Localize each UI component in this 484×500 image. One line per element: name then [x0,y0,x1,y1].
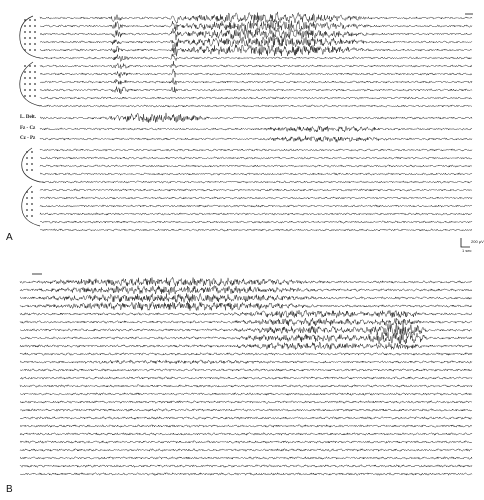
electrode-dot [29,71,31,73]
eeg-trace-a [40,181,472,183]
electrode-dot [34,25,36,27]
panel-label-b: B [6,484,13,495]
eeg-trace-b [20,310,472,318]
electrode-dot [34,49,36,51]
electrode-dot [29,19,31,21]
electrode-dot [26,209,28,211]
eeg-trace-a [40,126,472,132]
electrode-dot [34,37,36,39]
eeg-trace-b [20,301,472,310]
electrode-dot [29,83,31,85]
eeg-trace-b [20,473,472,475]
electrode-dot [26,215,28,217]
electrode-dot [29,49,31,51]
eeg-trace-a [40,28,472,40]
eeg-trace-b [20,409,472,412]
eeg-trace-b [20,360,472,364]
electrode-dot [26,169,28,171]
montage-head-4 [22,186,40,226]
electrode-dot [29,65,31,67]
panel-label-a: A [6,232,13,243]
electrode-dot [34,71,36,73]
eeg-trace-b [20,318,472,326]
trace-label-l-delt: L. Delt. [20,115,36,120]
eeg-trace-a [40,149,472,151]
electrode-dot [31,209,33,211]
eeg-trace-a [40,20,472,31]
electrode-dot [26,191,28,193]
electrode-dot [34,95,36,97]
electrode-dot [24,25,26,27]
eeg-trace-a [40,157,472,159]
eeg-trace-b [20,286,472,295]
electrode-dot [24,83,26,85]
electrode-dot [29,37,31,39]
electrode-dot [31,203,33,205]
eeg-trace-b [20,323,472,336]
electrode-dot [24,65,26,67]
eeg-trace-b [20,457,472,459]
eeg-trace-a [40,173,472,175]
eeg-trace-b [20,369,472,372]
trace-label-cz-pz: Cz - Pz [20,136,36,141]
eeg-trace-a [40,44,472,56]
electrode-dot [31,151,33,153]
eeg-trace-b [20,425,472,428]
eeg-trace-a [40,136,472,143]
electrode-dot [24,49,26,51]
electrode-dot [34,77,36,79]
eeg-trace-a [40,105,472,107]
eeg-trace-a [40,12,472,24]
eeg-trace-b [20,417,472,420]
eeg-trace-b [20,393,472,395]
eeg-trace-b [20,433,472,436]
eeg-trace-a [40,221,472,223]
eeg-trace-a [40,36,472,48]
montage-head-1 [20,16,40,58]
calibration-time: 1 sec [462,248,472,253]
eeg-trace-a [40,197,472,199]
electrode-dot [34,89,36,91]
electrode-dot [24,77,26,79]
eeg-trace-a [40,54,472,62]
calibration-bar [461,238,470,247]
electrode-dot [34,65,36,67]
eeg-trace-b [20,277,472,286]
electrode-dot [24,43,26,45]
electrode-dot [26,151,28,153]
eeg-trace-b [20,332,472,344]
eeg-trace-b [20,353,472,355]
electrode-dot [31,215,33,217]
eeg-trace-b [20,377,472,379]
electrode-dot [31,163,33,165]
electrode-dot [29,25,31,27]
electrode-dot [29,89,31,91]
eeg-trace-b [20,385,472,388]
eeg-trace-a [40,165,472,167]
electrode-dot [34,43,36,45]
eeg-trace-b [20,293,472,302]
electrode-montage-diagrams [20,16,40,226]
electrode-dot [24,89,26,91]
electrode-dot [24,37,26,39]
electrode-dot [26,157,28,159]
electrode-dot [24,19,26,21]
electrode-dot [26,197,28,199]
eeg-trace-a [40,61,472,69]
electrode-dot [31,197,33,199]
eeg-trace-b [20,465,472,468]
electrode-dot [29,77,31,79]
electrode-dot [34,83,36,85]
eeg-trace-b [20,449,472,451]
panel-a-traces [40,12,472,231]
electrode-dot [31,191,33,193]
eeg-trace-a [40,205,472,207]
eeg-trace-a [40,213,472,215]
electrode-dot [26,163,28,165]
eeg-trace-a [40,69,472,78]
electrode-dot [29,95,31,97]
eeg-trace-b [20,441,472,443]
eeg-trace-a [40,87,472,94]
eeg-trace-a [40,229,472,231]
trace-label-fz-cz: Fz - Cz [20,126,36,131]
calibration-amplitude: 200 µV [471,239,484,244]
montage-head-3 [22,148,40,182]
electrode-dot [34,31,36,33]
eeg-trace-b [20,342,472,350]
panel-b-traces [20,277,472,475]
electrode-dot [29,43,31,45]
electrode-dot [29,31,31,33]
eeg-trace-a [40,97,472,99]
electrode-dot [24,95,26,97]
electrode-dot [24,31,26,33]
electrode-dot [34,19,36,21]
electrode-dot [31,169,33,171]
electrode-dot [24,71,26,73]
eeg-trace-a [40,189,472,191]
eeg-trace-a [40,113,472,123]
eeg-trace-a [40,78,472,85]
eeg-trace-b [20,401,472,404]
electrode-dot [26,203,28,205]
electrode-dot [31,157,33,159]
